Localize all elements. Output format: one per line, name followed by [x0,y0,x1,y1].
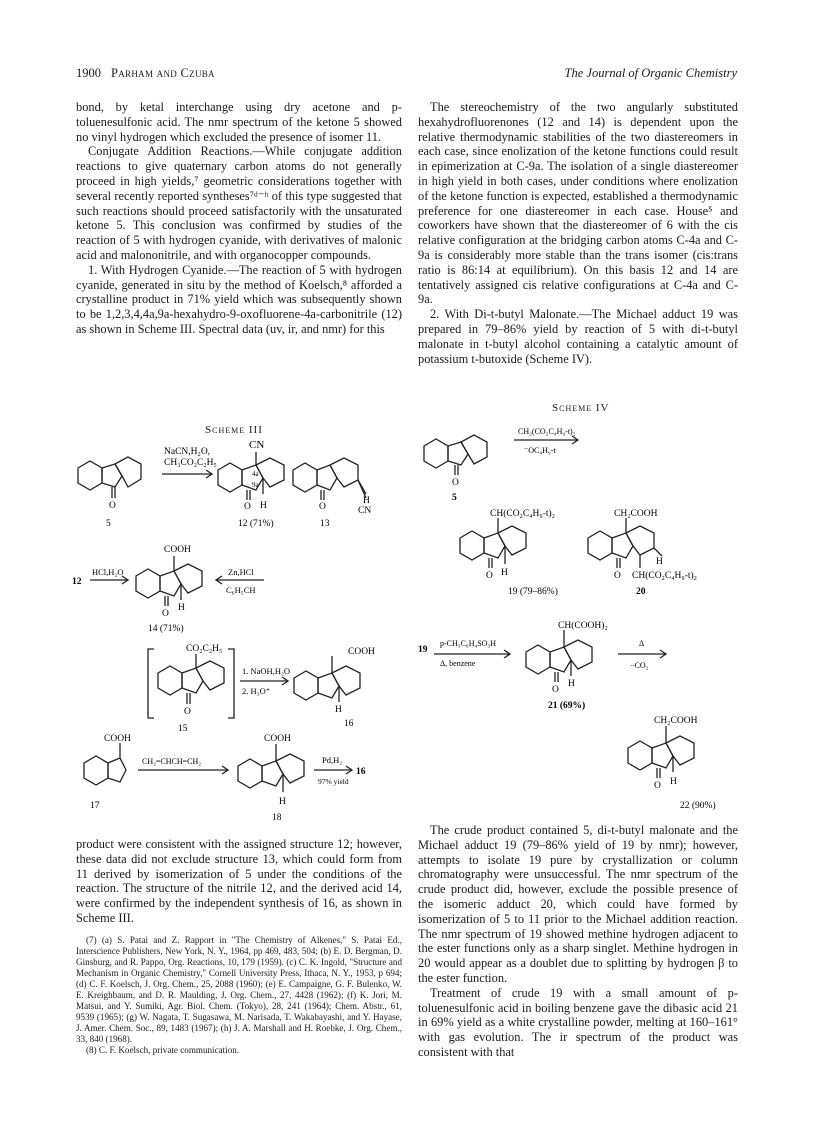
scheme3-c16: 16 [344,719,354,729]
scheme4-sub20a: CH₂COOH [614,509,658,519]
scheme-iv-title: Scheme IV [552,402,610,414]
right-column-bottom [418,823,738,1060]
scheme3-reagent1a: NaCN,H₂O, [164,447,211,457]
paragraph: Treatment of crude 19 with a small amount of p-toluenesulfonic acid in boiling benzene gave the dibasic acid 21 in 69% yield as a white crystalline powder, melting at 160–161° with gas evolution. The ir spectrum of the product was consistent with that [418,985,738,1059]
scheme4-c19: 19 (79–86%) [508,587,558,597]
scheme3-o13: O [319,502,326,512]
scheme3-reagent6a: Pd,H₂ [322,755,343,765]
scheme4-h19: H [501,568,508,578]
scheme3-h12: H [260,501,267,511]
scheme3-h16: H [335,705,342,715]
paragraph: Conjugate Addition Reactions.—While conjugate addition reactions to give quaternary carbon atoms do not generally proceed in high yields,⁷ geometric considerations together with several recently reported syntheses⁷ᵈ⁻ʰ of this type suggested that such reactions should proceed satisfactorily with the unsaturated ketone 5. This conclusion was confirmed by studies of the reaction of 5 with hydrogen cyanide, with derivatives of malonic acid and malononitrile, and with organocopper compounds. [76,144,402,262]
scheme3-arrow16: 16 [356,767,366,777]
page-number: 1900 [76,66,101,80]
scheme3-reagent3a: Zn,HCl [228,567,254,577]
scheme3-h14: H [178,603,185,613]
scheme3-h13: H [363,496,370,506]
authors: Parham and Czuba [111,66,215,80]
footnote-7: (7) (a) S. Patai and Z. Rapport in "The Chemistry of Alkenes," S. Patai Ed., Interscience Publishers, New York, N. Y., 1964, pp 469, 483, 504; (b) E. D. Bergman, D. Ginsburg, and R. Pappo, Org. Reactions, 10, 179 (1959). (c) C. K. Ingold, "Structure and Mechanism in Organic Chemistry," Cornell University Press, Ithaca, N. Y., 1953, p 694; (d) C. F. Koelsch, J. Org. Chem., 25, 2088 (1960); (e) E. Campaigne, G. F. Bulenko, W. E. Kreighbaum, and D. R. Maulding, J. Org. Chem., 27, 4428 (1962); (f) K. Jori, M. Matsui, and Y. Sumiki, Agr. Biol. Chem. (Tokyo), 28, 241 (1964); Chem. Abstr., 61, 9539 (1965); (g) W. Nagata, T. Sugasawa, M. Narisada, T. Wakabayashi, and Y. Hayase, J. Amer. Chem. Soc., 89, 1483 (1967); (h) J. A. Marshall and H. Roebke, J. Org. Chem., 33, 840 (1968). [76,935,402,1044]
scheme4-reagent2a: p-CH₃C₆H₄SO₃H [440,639,497,648]
scheme4-o22: O [654,781,661,791]
scheme4-o20: O [614,571,621,581]
scheme3-o12: O [244,502,251,512]
scheme3-cooh18: COOH [264,734,291,744]
scheme3-c14: 14 (71%) [148,624,184,634]
scheme3-h18: H [279,797,286,807]
scheme3-reagent1b: CH₃CO₂C₂H₅ [164,458,217,468]
scheme3-c12: 12 (71%) [238,519,274,529]
scheme3-reagent3b: C₆H₅CH [226,585,256,595]
scheme3-pos9a: 9a [252,481,259,489]
paragraph: 1. With Hydrogen Cyanide.—The reaction of 5 with hydrogen cyanide, generated in situ by the method of Koelsch,⁸ afforded a crystalline product in 71% yield which was subsequently shown to be 1,2,3,4,4a,9a-hexahydro-9-oxofluorene-4a-carbonitrile (12) as shown in Scheme III. Spectral data (uv, ir, and nmr) for this [76,262,402,336]
footnotes [76,935,402,1056]
scheme3-o14: O [162,609,169,619]
scheme4-c21: 21 (69%) [548,701,586,711]
scheme3-o15: O [184,707,191,717]
scheme4-reagent1a: CH₂(CO₂C₄H₉-t)₂ [518,427,576,436]
journal-title: The Journal of Organic Chemistry [564,66,737,80]
scheme4-start19: 19 [418,645,428,655]
paragraph: 2. With Di-t-butyl Malonate.—The Michael adduct 19 was prepared in 79–86% yield by reaction of 5 with di-t-butyl malonate in t-butyl alcohol containing a catalytic amount of potassium t-butoxide (Scheme IV). [418,307,738,366]
scheme4-reagent2b: Δ, benzene [440,659,476,668]
scheme3-reagent6b: 97% yield [318,777,349,786]
scheme4-sub20b: CH(CO₂C₄H₉-t)₂ [632,571,697,581]
paragraph: product were consistent with the assigned structure 12; however, these data did not exclude structure 13, which could form from 11 derived by isomerization of 5 under the conditions of the reaction. The structure of the nitrile 12, and the derived acid 14, were confirmed by the independent synthesis of 16, as shown in Scheme III. [76,837,402,925]
scheme4-o19: O [486,571,493,581]
scheme4-reagent3b: −CO₂ [630,661,649,670]
scheme4-o5: O [452,478,459,488]
left-column-top [76,100,402,337]
scheme4-sub21: CH(COOH)₂ [558,621,608,631]
scheme3-start12: 12 [72,577,82,587]
scheme3-cn-top: CN [249,439,265,451]
scheme4-c20: 20 [636,587,646,597]
scheme4-sub19: CH(CO₂C₄H₉-t)₂ [490,509,555,519]
scheme4-c22: 22 (90%) [680,801,716,811]
left-column-bottom [76,837,402,926]
scheme3-cooh14: COOH [164,545,191,555]
scheme3-reagent2: HCl,H₂O [92,567,124,577]
paragraph: bond, by ketal interchange using dry acetone and p-toluenesulfonic acid. The nmr spectrum of the ketone 5 showed no vinyl hydrogen which excluded the presence of isomer 11. [76,100,402,144]
running-header-left [76,66,215,81]
scheme3-c15: 15 [178,724,188,734]
footnote-8: (8) C. F. Koelsch, private communication. [86,1045,240,1055]
scheme3-reagent4a: 1. NaOH,H₂O [242,666,291,676]
scheme-iv-figure [418,418,748,818]
scheme3-pos4a: 4a [252,470,259,478]
right-column-top [418,100,738,366]
scheme4-h20: H [656,557,663,567]
scheme4-c5: 5 [452,493,457,503]
scheme4-reagent3a: Δ [639,639,645,648]
scheme4-sub22: CH₂COOH [654,716,698,726]
scheme3-cooh16: COOH [348,647,375,657]
scheme3-o5: O [109,501,116,511]
scheme4-h21: H [568,679,575,689]
scheme4-h22: H [670,777,677,787]
scheme3-cooh17: COOH [104,734,131,744]
scheme3-co2et15: CO₂C₂H₅ [186,644,223,654]
scheme4-reagent1b: ⁻OC₄H₉-t [524,446,556,455]
scheme3-c18: 18 [272,813,282,823]
scheme3-c17: 17 [90,801,100,811]
scheme-iii-title: Scheme III [205,424,263,436]
scheme3-cn13: CN [358,506,372,516]
scheme3-reagent4b: 2. H₃O⁺ [242,686,271,696]
paragraph: The crude product contained 5, di-t-butyl malonate and the Michael adduct 19 (79–86% yield of 19 by nmr); however, attempts to isolate 19 pure by crystallization or column chromatography were unsuccessful. The nmr spectrum of the crude product did, however, exclude the possible presence of the isomeric adduct 20, which could have formed by isomerization of 5 to 11 prior to the Michael addition reaction. The nmr spectrum of 19 showed methine hydrogen adjacent to the ester functions only as a sharp singlet. Methine hydrogen in 20 would appear as a doublet due to splitting by hydrogen β to the ester function. [418,823,738,985]
scheme3-c5: 5 [106,519,111,529]
paragraph: The stereochemistry of the two angularly substituted hexahydrofluorenones (12 and 14) is dependent upon the relative thermodynamic stabilities of the two diastereomers in each case, since enolization of the ketone functions could result in epimerization at C-9a. The isolation of a single diastereomer in high yield in both cases, under conditions where enolization of the ketone function is expected, established a thermodynamic preference for one diastereomer in each case. House⁵ and coworkers have shown that the diastereomer of 6 with the cis relative configuration at the bridging carbon atoms C-4a and C-9a is considerably more stable than the trans isomer (cis:trans ratio is 86:14 at equilibrium). On this basis 12 and 14 are tentatively assigned cis relative configurations at C-4a and C-9a. [418,100,738,307]
scheme3-c13: 13 [320,519,330,529]
scheme-iii-figure [68,438,408,833]
scheme3-reagent5: CH₂=CHCH=CH₂ [142,757,202,766]
scheme4-o21: O [552,685,559,695]
